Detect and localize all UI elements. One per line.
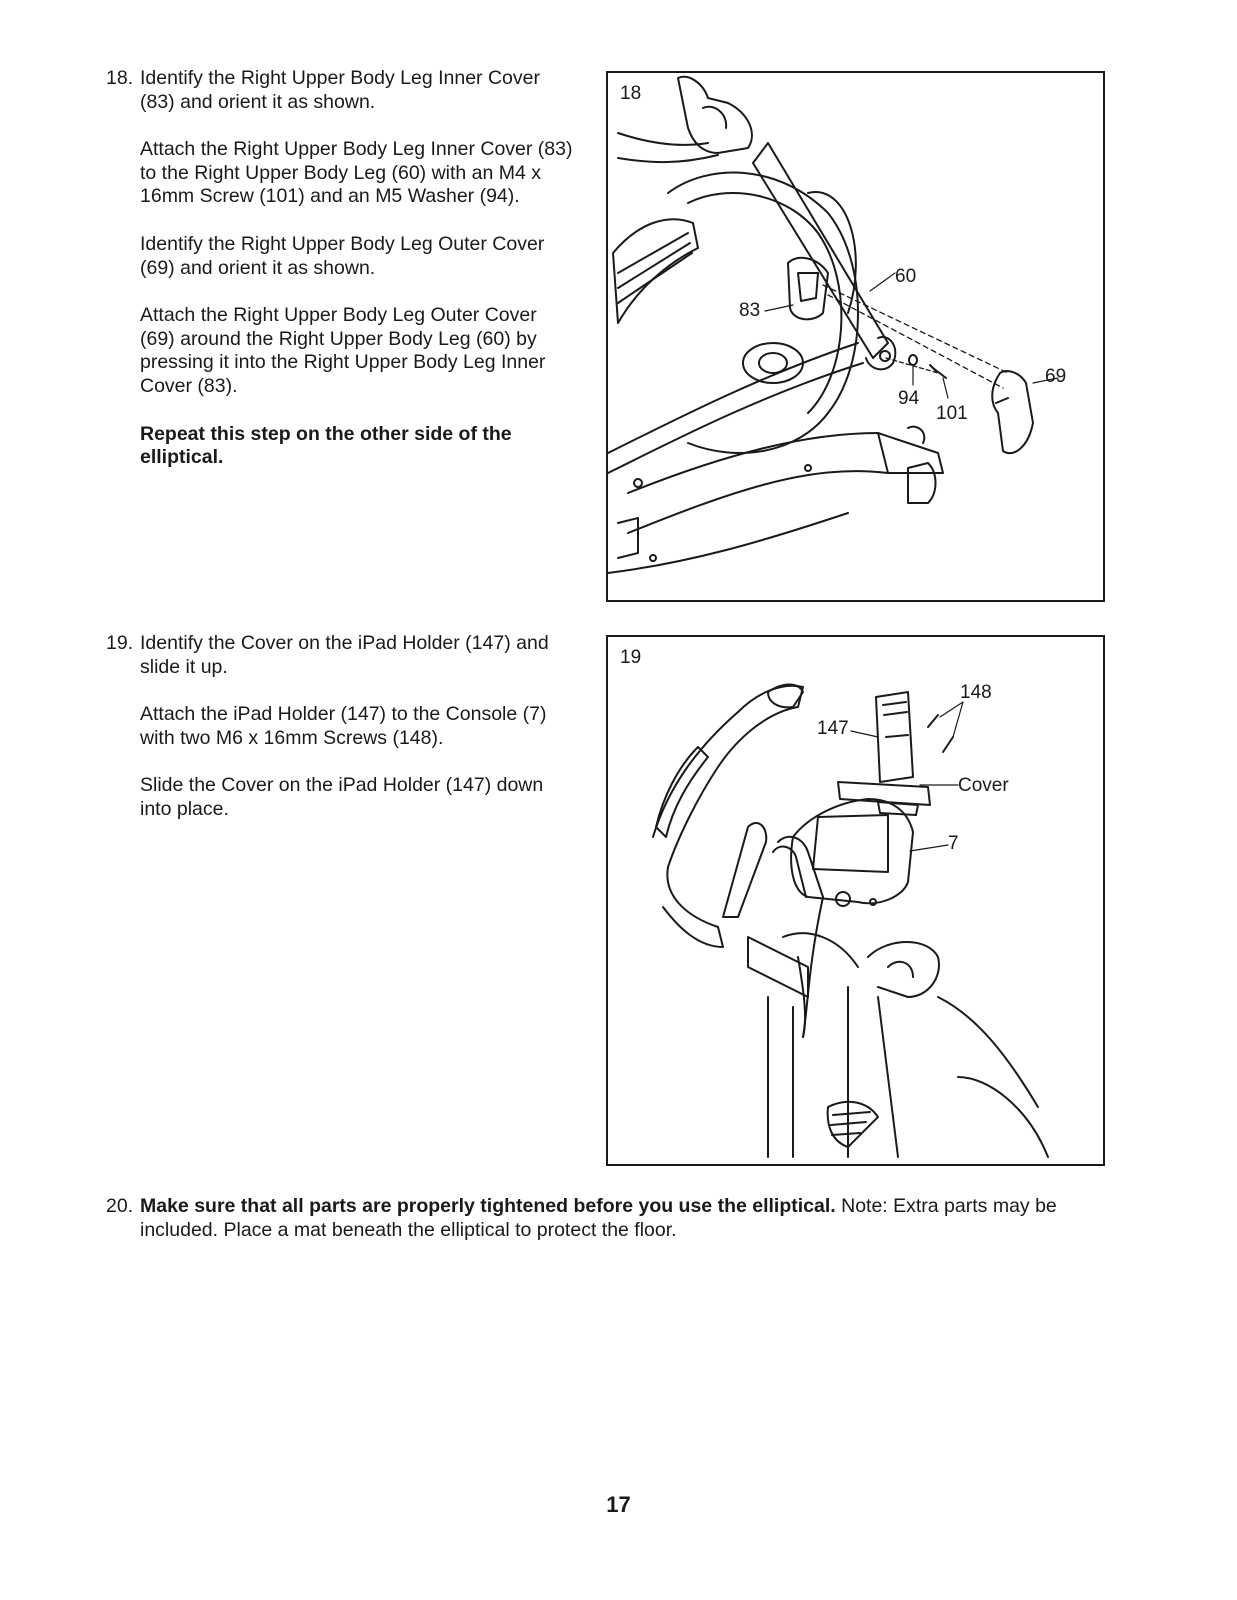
figure-19-illustration bbox=[608, 637, 1103, 1164]
repeat-note: Repeat this step on the other side of the elliptical. bbox=[140, 422, 512, 469]
step-number: 19. bbox=[106, 632, 134, 654]
step-paragraph: Identify the Right Upper Body Leg Outer Cover (69) and orient it as shown. bbox=[140, 232, 545, 279]
step-paragraph: Identify the Right Upper Body Leg Inner Cover (83) and orient it as shown. bbox=[140, 67, 540, 113]
callout-94: 94 bbox=[898, 388, 920, 409]
step-paragraph: Slide the Cover on the iPad Holder (147) down into place. bbox=[140, 774, 544, 820]
callout-101: 101 bbox=[936, 403, 968, 424]
step-18-instructions bbox=[106, 67, 576, 494]
step-19-instructions bbox=[106, 632, 576, 846]
figure-19 bbox=[606, 635, 1105, 1166]
step-paragraph: Attach the Right Upper Body Leg Outer Cover (69) around the Right Upper Body Leg (60) by pressing it into the Right Upper Body Leg Inner Cover (83). bbox=[140, 304, 546, 397]
figure-label: 18 bbox=[620, 83, 642, 104]
page-number: 17 bbox=[606, 1492, 631, 1517]
figure-18-illustration bbox=[608, 73, 1103, 600]
figure-18 bbox=[606, 71, 1105, 602]
callout-60: 60 bbox=[895, 266, 917, 287]
callout-69: 69 bbox=[1045, 366, 1067, 387]
step-20-instructions bbox=[106, 1195, 1106, 1266]
step-number: 18. bbox=[106, 67, 134, 89]
callout-83: 83 bbox=[739, 300, 761, 321]
figure-label: 19 bbox=[620, 647, 642, 668]
tighten-warning: Make sure that all parts are properly tightened before you use the elliptical. bbox=[140, 1195, 836, 1217]
note-text: Note: Extra parts may be included. Place a mat beneath the elliptical to protect the floor. bbox=[140, 1195, 1057, 1241]
callout-cover: Cover bbox=[958, 775, 1009, 796]
callout-148: 148 bbox=[960, 682, 992, 703]
step-paragraph bbox=[140, 1195, 1106, 1242]
step-paragraph: Identify the Cover on the iPad Holder (147) and slide it up. bbox=[140, 632, 549, 678]
step-paragraph: Attach the iPad Holder (147) to the Console (7) with two M6 x 16mm Screws (148). bbox=[140, 703, 547, 749]
callout-7: 7 bbox=[948, 833, 959, 854]
step-paragraph: Attach the Right Upper Body Leg Inner Cover (83) to the Right Upper Body Leg (60) with an M4 x 16mm Screw (101) and an M5 Washer (94). bbox=[140, 138, 573, 208]
callout-147: 147 bbox=[817, 718, 849, 739]
step-number: 20. bbox=[106, 1195, 134, 1217]
